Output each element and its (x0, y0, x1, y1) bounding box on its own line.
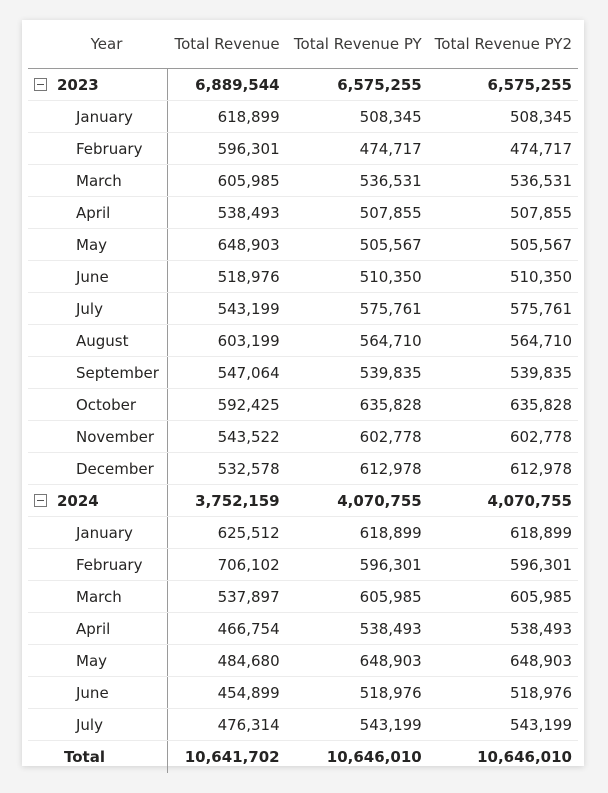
value-cell: 596,301 (428, 549, 578, 581)
value-cell: 575,761 (428, 293, 578, 325)
value-cell: 508,345 (286, 101, 428, 133)
value-cell: 605,985 (167, 165, 286, 197)
column-header-total-revenue-py2[interactable]: Total Revenue PY2 (428, 20, 578, 69)
value-cell: 538,493 (286, 613, 428, 645)
table-row (28, 165, 578, 197)
value-cell: 618,899 (428, 517, 578, 549)
value-cell: 592,425 (167, 389, 286, 421)
group-value-cell: 6,575,255 (428, 69, 578, 101)
group-row (28, 69, 578, 101)
group-value-cell: 3,752,159 (167, 485, 286, 517)
value-cell: 635,828 (286, 389, 428, 421)
table-row (28, 357, 578, 389)
table-row (28, 325, 578, 357)
value-cell: 507,855 (428, 197, 578, 229)
value-cell: 537,897 (167, 581, 286, 613)
revenue-matrix-table (28, 20, 578, 773)
row-label-month: July (28, 293, 167, 325)
row-label-month: March (28, 165, 167, 197)
value-cell: 605,985 (428, 581, 578, 613)
value-cell: 466,754 (167, 613, 286, 645)
table-row (28, 613, 578, 645)
column-header-total-revenue[interactable]: Total Revenue (167, 20, 286, 69)
value-cell: 538,493 (428, 613, 578, 645)
table-row (28, 133, 578, 165)
value-cell: 539,835 (428, 357, 578, 389)
row-label-month: May (28, 229, 167, 261)
matrix-visual (22, 20, 584, 766)
total-value-cell: 10,646,010 (326, 748, 422, 766)
row-label-month: February (28, 549, 167, 581)
row-label-month: June (28, 261, 167, 293)
row-label-month: April (28, 197, 167, 229)
table-row (28, 709, 578, 741)
group-value-cell: 4,070,755 (428, 485, 578, 517)
value-cell: 602,778 (428, 421, 578, 453)
value-cell: 602,778 (286, 421, 428, 453)
value-cell: 648,903 (428, 645, 578, 677)
column-header-total-revenue-py[interactable]: Total Revenue PY (286, 20, 428, 69)
group-value-cell: 4,070,755 (286, 485, 428, 517)
value-cell: 474,717 (428, 133, 578, 165)
table-row (28, 549, 578, 581)
row-label-month: May (28, 645, 167, 677)
table-row (28, 645, 578, 677)
row-label-month: August (28, 325, 167, 357)
group-value-cell: 6,889,544 (167, 69, 286, 101)
table-row (28, 517, 578, 549)
header-row (28, 20, 578, 69)
row-label-month: December (28, 453, 167, 485)
group-year-label: 2024 (57, 491, 99, 510)
value-cell: 612,978 (428, 453, 578, 485)
value-cell: 505,567 (286, 229, 428, 261)
value-cell: 543,199 (167, 293, 286, 325)
total-value-cell: 10,646,010 (477, 748, 572, 766)
group-row (28, 485, 578, 517)
value-cell: 538,493 (167, 197, 286, 229)
value-cell: 603,199 (167, 325, 286, 357)
row-label-month: January (28, 101, 167, 133)
value-cell: 510,350 (428, 261, 578, 293)
value-cell: 510,350 (286, 261, 428, 293)
value-cell: 564,710 (286, 325, 428, 357)
value-cell: 648,903 (167, 229, 286, 261)
row-label-month: March (28, 581, 167, 613)
value-cell: 505,567 (428, 229, 578, 261)
value-cell: 454,899 (167, 677, 286, 709)
table-row (28, 261, 578, 293)
table-row (28, 389, 578, 421)
table-row (28, 197, 578, 229)
value-cell: 543,199 (286, 709, 428, 741)
group-label-cell (28, 69, 167, 101)
value-cell: 648,903 (286, 645, 428, 677)
value-cell: 476,314 (167, 709, 286, 741)
value-cell: 543,199 (428, 709, 578, 741)
value-cell: 618,899 (286, 517, 428, 549)
group-year-label: 2023 (57, 75, 99, 94)
row-label-month: June (28, 677, 167, 709)
value-cell: 518,976 (167, 261, 286, 293)
group-value-cell: 6,575,255 (286, 69, 428, 101)
value-cell: 532,578 (167, 453, 286, 485)
table-row (28, 101, 578, 133)
row-label-month: September (28, 357, 167, 389)
row-label-month: October (28, 389, 167, 421)
value-cell: 484,680 (167, 645, 286, 677)
value-cell: 536,531 (428, 165, 578, 197)
value-cell: 625,512 (167, 517, 286, 549)
value-cell: 474,717 (286, 133, 428, 165)
total-row (28, 741, 578, 774)
value-cell: 543,522 (167, 421, 286, 453)
table-row (28, 421, 578, 453)
row-label-month: February (28, 133, 167, 165)
value-cell: 618,899 (167, 101, 286, 133)
value-cell: 564,710 (428, 325, 578, 357)
row-label-month: November (28, 421, 167, 453)
total-label: Total (28, 741, 167, 774)
table-row (28, 453, 578, 485)
total-value-cell: 10,641,702 (184, 748, 280, 766)
matrix-body (28, 69, 578, 774)
group-label-cell (28, 485, 167, 517)
table-row (28, 677, 578, 709)
value-cell: 508,345 (428, 101, 578, 133)
collapse-minus-icon[interactable] (34, 78, 47, 91)
value-cell: 612,978 (286, 453, 428, 485)
value-cell: 706,102 (167, 549, 286, 581)
value-cell: 536,531 (286, 165, 428, 197)
value-cell: 596,301 (286, 549, 428, 581)
value-cell: 547,064 (167, 357, 286, 389)
table-row (28, 229, 578, 261)
row-label-month: January (28, 517, 167, 549)
value-cell: 596,301 (167, 133, 286, 165)
table-row (28, 581, 578, 613)
value-cell: 575,761 (286, 293, 428, 325)
row-label-month: July (28, 709, 167, 741)
value-cell: 605,985 (286, 581, 428, 613)
collapse-minus-icon[interactable] (34, 494, 47, 507)
row-label-month: April (28, 613, 167, 645)
value-cell: 539,835 (286, 357, 428, 389)
value-cell: 518,976 (428, 677, 578, 709)
column-header-year[interactable]: Year (28, 20, 167, 69)
value-cell: 635,828 (428, 389, 578, 421)
value-cell: 518,976 (286, 677, 428, 709)
table-row (28, 293, 578, 325)
value-cell: 507,855 (286, 197, 428, 229)
